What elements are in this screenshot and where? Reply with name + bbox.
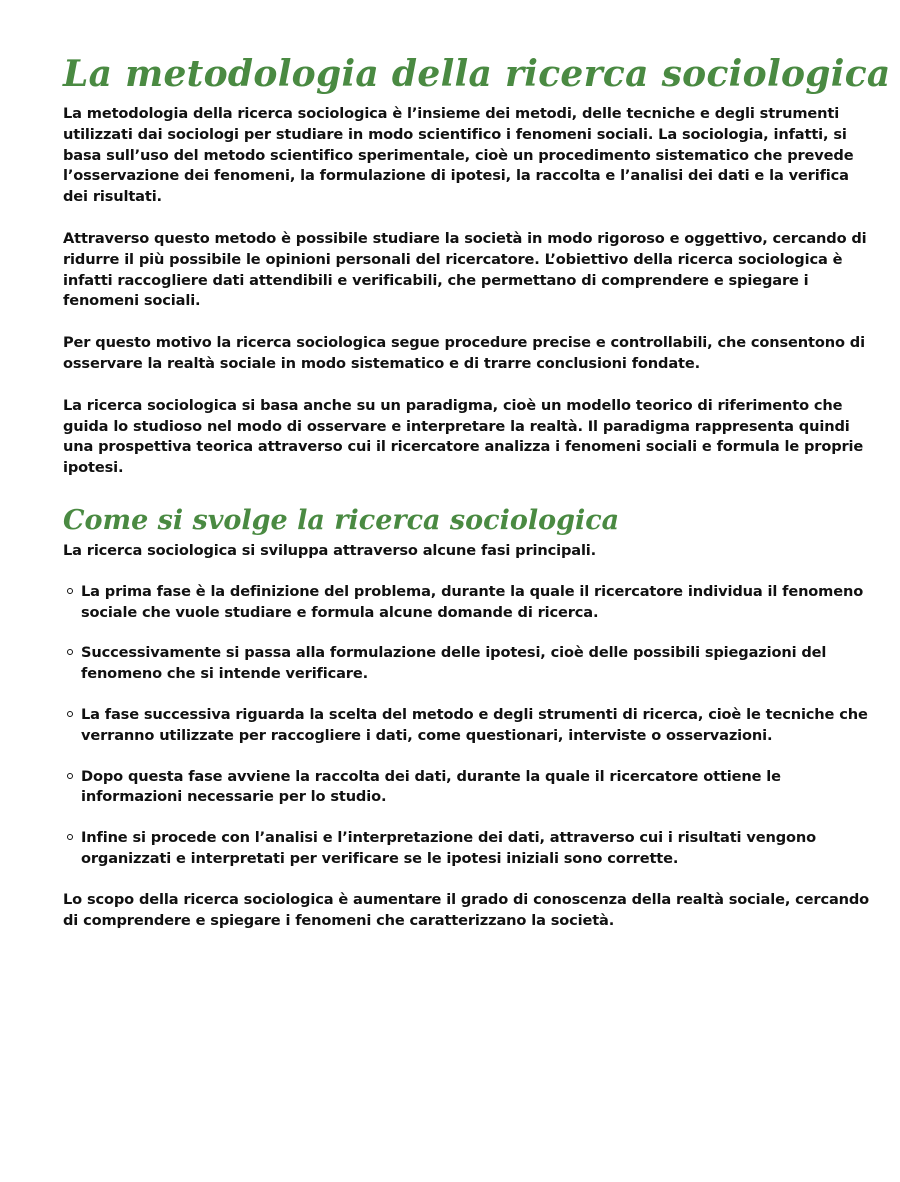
page-title: La metodologia della ricerca sociologica	[63, 53, 891, 95]
section-heading: Come si svolge la ricerca sociologica	[63, 504, 620, 536]
list-item	[63, 705, 873, 747]
bullet-circle-icon	[67, 711, 73, 717]
section-intro: La ricerca sociologica si sviluppa attraverso alcune fasi principali.	[63, 541, 597, 559]
list-item	[63, 828, 873, 870]
list-item-text: La prima fase è la definizione del problema, durante la quale il ricercatore individua il fenomeno sociale che vuole studiare e formula alcune domande di ricerca.	[81, 582, 864, 621]
list-item-text: Dopo questa fase avviene la raccolta dei dati, durante la quale il ricercatore ottiene le informazioni necessarie per lo studio.	[81, 767, 781, 806]
bullet-circle-icon	[67, 588, 73, 594]
list-item	[63, 582, 873, 624]
bullet-circle-icon	[67, 773, 73, 779]
bullet-circle-icon	[67, 649, 73, 655]
list-item-text: Successivamente si passa alla formulazione delle ipotesi, cioè delle possibili spiegazioni del fenomeno che si intende verificare.	[81, 644, 827, 683]
list-item-text: Infine si procede con l’analisi e l’interpretazione dei dati, attraverso cui i risultati vengono organizzati e interpretati per verificare se le ipotesi iniziali sono corrette.	[81, 829, 816, 867]
paragraph-paradigm: La ricerca sociologica si basa anche su un paradigma, cioè un modello teorico di riferimento che guida lo studioso nel modo di osservare e interpretare la realtà. Il paradigma rappresenta quindi una prospettiva teorica attraverso cui il ricercatore analizza i fenomeni sociali e formula le proprie ipotesi.	[63, 396, 864, 477]
list-item	[63, 767, 873, 809]
steps-list	[63, 582, 873, 870]
closing-paragraph: Lo scopo della ricerca sociologica è aumentare il grado di conoscenza della realtà sociale, cercando di comprendere e spiegare i fenomeni che caratterizzano la società.	[63, 890, 870, 929]
list-item-text: La fase successiva riguarda la scelta del metodo e degli strumenti di ricerca, cioè le tecniche che verranno utilizzate per raccogliere i dati, come questionari, interviste o osservazioni.	[81, 705, 868, 744]
bullet-circle-icon	[67, 834, 73, 840]
list-item	[63, 643, 873, 685]
document-page	[63, 48, 891, 931]
paragraph-intro-definition: La metodologia della ricerca sociologica è l’insieme dei metodi, delle tecniche e degli strumenti utilizzati dai sociologi per studiare in modo scientifico i fenomeni sociali. La sociologia, infatti, si basa sull’uso del metodo scientifico sperimentale, cioè un procedimento sistematico che prevede l’osservazione dei fenomeni, la formulazione di ipotesi, la raccolta e l’analisi dei dati e la verifica dei risultati.	[63, 105, 854, 206]
paragraph-procedures: Per questo motivo la ricerca sociologica segue procedure precise e controllabili, che consentono di osservare la realtà sociale in modo sistematico e di trarre conclusioni fondate.	[63, 334, 865, 372]
paragraph-method: Attraverso questo metodo è possibile studiare la società in modo rigoroso e oggettivo, cercando di ridurre il più possibile le opinioni personali del ricercatore. L’obiettivo della ricerca sociologica è infatti raccogliere dati attendibili e verificabili, che permettano di comprendere e spiegare i fenomeni sociali.	[63, 229, 867, 310]
